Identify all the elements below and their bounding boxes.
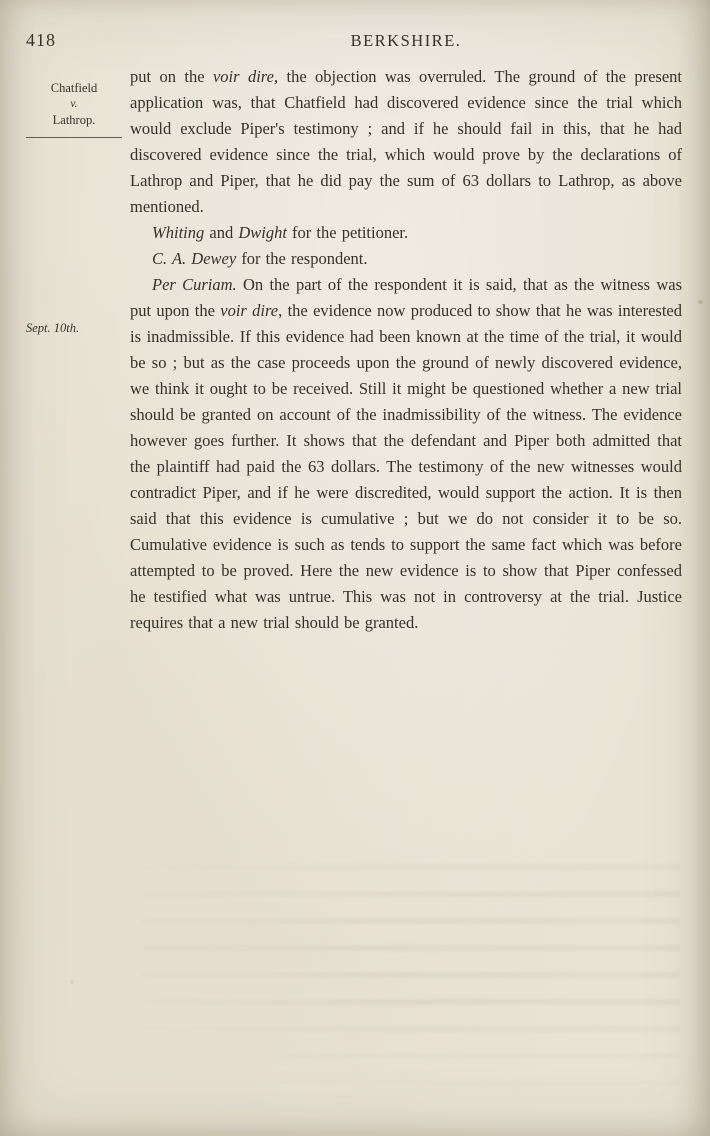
paragraph-continuation: put on the voir dire, the objection was overruled. The ground of the present application was, that Chatfield had discovered evidence since the trial which would exclude Piper's testimony ; and if he should fail in this, that he had discovered evidence since the trial, which would prove by the declarations of Lathrop and Piper, that he did pay the sum of 63 dollars to Lathrop, as above mentioned. — [130, 67, 682, 216]
paper-fleck — [698, 300, 703, 304]
case-name-note — [24, 80, 124, 138]
case-party-defendant: Lathrop. — [52, 113, 96, 127]
per-curiam-paragraph: Per Curiam. On the part of the respondent it is said, that as the witness was put upon the voir dire, the evidence now produced to show that he was interested is inadmissible. If this evidence had been known at the time of the trial, it would be so ; but as the case proceeds upon the ground of newly discovered evidence, we think it ought to be received. Still it might be questioned whether a new trial should be granted on account of the inadmissibility of the witness. The evidence however goes further. It shows that the defendant and Piper both admitted that the plaintiff had paid the 63 dollars. The testimony of the new witnesses would contradict Piper, and if he were discredited, would support the action. It is then said that this evidence is cumulative ; but we do not consider it to be so. Cumulative evidence is such as tends to support the same fact which was before attempted to be proved. Here the new evidence is to show that Piper confessed he testified what was untrue. This was not in controversy at the trial. Justice requires that a new trial should be granted. — [130, 275, 682, 632]
page-showthrough — [140, 855, 680, 1090]
counsel-respondent-line: C. A. Dewey for the respondent. — [152, 249, 368, 268]
running-head: BERKSHIRE. — [350, 31, 462, 50]
case-party-plaintiff: Chatfield — [50, 81, 98, 95]
page-number: 418 — [26, 30, 56, 50]
versus-abbreviation: v. — [70, 98, 78, 110]
margin-rule — [26, 137, 122, 138]
counsel-petitioner-line: Whiting and Dwight for the petitioner. — [152, 223, 409, 242]
opinion-text — [130, 64, 682, 636]
date-note: Sept. 10th. — [26, 321, 80, 335]
margin-notes — [24, 80, 124, 335]
paper-fleck — [70, 980, 74, 984]
